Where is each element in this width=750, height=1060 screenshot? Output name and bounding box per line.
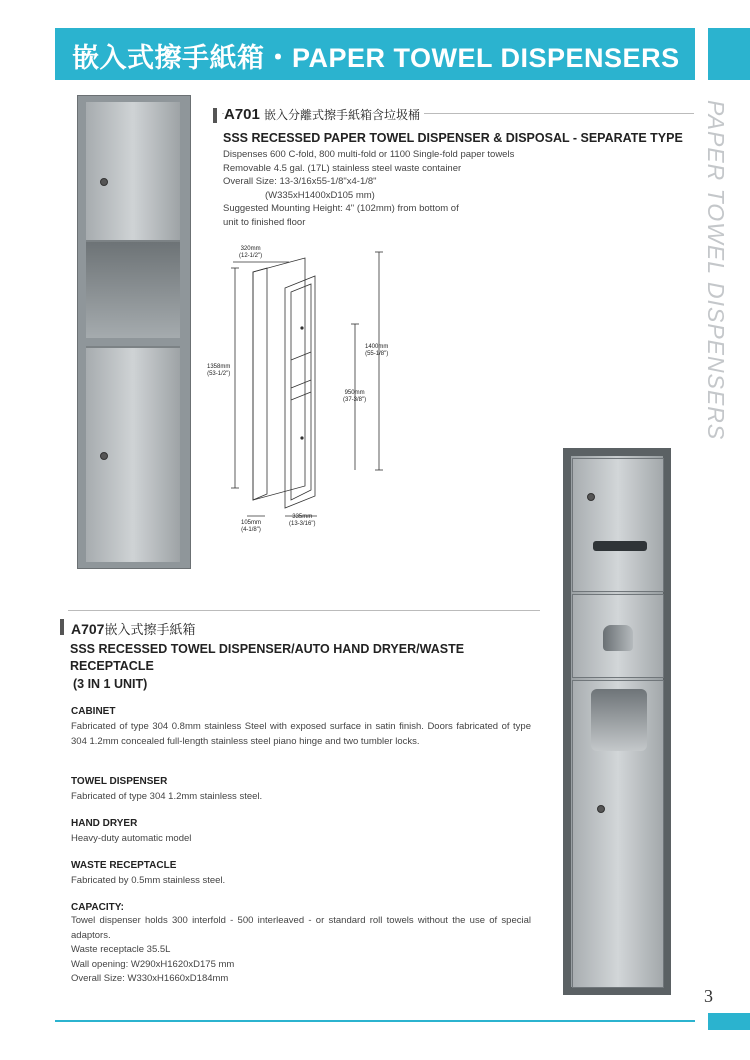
section-heading-hand-dryer: HAND DRYER (71, 818, 138, 829)
a701-upper-door (86, 102, 180, 242)
a701-marker (213, 108, 217, 123)
a701-towel-opening (86, 242, 180, 338)
a707-title: SSS RECESSED TOWEL DISPENSER/AUTO HAND DRYER/WASTE RECEPTACLE (70, 642, 465, 673)
dim-width-bottom: 335mm (13-3/16") (289, 514, 316, 527)
capacity-line: Towel dispenser holds 300 interfold - 500 interleaved - or standard roll towels without the use of special adaptors. (71, 915, 531, 941)
drawing-side (253, 268, 267, 500)
dim-depth: 105mm (4-1/8") (241, 520, 262, 533)
section-heading-waste-receptacle: WASTE RECEPTACLE (71, 860, 177, 871)
spec-line: (W335xH1400xD105 mm) (265, 189, 375, 201)
section-heading-capacity: CAPACITY: (71, 902, 124, 913)
section-text-waste-receptacle: Fabricated by 0.5mm stainless steel. (71, 875, 226, 886)
section-text-hand-dryer: Heavy-duty automatic model (71, 833, 192, 844)
dim-height-right: 1400mm (55-1/8") (365, 344, 389, 357)
a707-code: A707 (71, 621, 105, 637)
dim-height-left: 1358mm (53-1/2") (207, 364, 231, 377)
page-number: 3 (704, 986, 713, 1006)
a701-code: A701 (224, 106, 260, 123)
lock-icon (597, 805, 605, 813)
towel-slot (593, 541, 647, 551)
a707-heading (71, 619, 195, 638)
a701-heading (224, 106, 424, 123)
a701-product-image (77, 95, 191, 569)
capacity-line: Wall opening: W290xH1620xD175 mm (71, 958, 235, 970)
a707-divider (68, 610, 540, 611)
a707-towel-panel (572, 458, 664, 592)
page-title: 嵌入式擦手紙箱・PAPER TOWEL DISPENSERS (72, 43, 680, 73)
section-heading-towel-dispenser: TOWEL DISPENSER (71, 776, 168, 787)
capacity-line: Waste receptacle 35.5L (71, 944, 171, 955)
capacity-text (71, 914, 531, 987)
section-heading-cabinet: CABINET (71, 706, 116, 717)
side-label: PAPER TOWEL DISPENSERS (703, 100, 729, 441)
drawing-svg (205, 238, 395, 538)
lock-icon (300, 326, 303, 329)
a701-specs (223, 148, 514, 229)
drawing-door-line (291, 352, 311, 360)
spec-line: Removable 4.5 gal. (17L) stainless steel waste container (223, 162, 462, 174)
drawing-front-inner (291, 284, 311, 500)
spec-line: Dispenses 600 C-fold, 800 multi-fold or 1100 Single-fold paper towels (223, 149, 515, 160)
a701-title: SSS RECESSED PAPER TOWEL DISPENSER & DISPOSAL - SEPARATE TYPE (223, 131, 683, 145)
spec-line: unit to finished floor (223, 216, 306, 228)
lock-icon (100, 178, 108, 186)
capacity-line: Overall Size: W330xH1660xD184mm (71, 973, 229, 984)
a707-product-image (563, 448, 671, 995)
lock-icon (587, 493, 595, 501)
a707-subtitle: (3 IN 1 UNIT) (73, 677, 148, 691)
footer-bar (55, 1020, 695, 1022)
spec-line: Suggested Mounting Height: 4" (102mm) from bottom of (223, 203, 459, 214)
lock-icon (300, 436, 303, 439)
hand-dryer-icon (603, 625, 633, 651)
spec-line: Overall Size: 13-3/16x55-1/8"x4-1/8" (223, 176, 377, 187)
dim-mid: 950mm (37-3/8") (343, 390, 367, 403)
a707-name-cn: 嵌入式擦手紙箱 (104, 622, 196, 637)
dim-width-top: 320mm (12-1/2") (239, 246, 263, 259)
drawing-back-box (253, 258, 305, 500)
a701-name-cn: 嵌入分離式擦手紙箱含垃圾桶 (264, 108, 421, 122)
a707-marker (60, 619, 64, 635)
drawing-door-line (291, 392, 311, 400)
section-text-towel-dispenser: Fabricated of type 304 1.2mm stainless steel. (71, 791, 263, 802)
section-text-cabinet: Fabricated of type 304 0.8mm stainless Steel with exposed surface in satin finish. Doors fabricated of type 304 1.2mm concealed full-length stainless steel piano hinge and two tumbler locks. (71, 721, 531, 747)
side-tab (708, 28, 750, 80)
lock-icon (100, 452, 108, 460)
footer-tab (708, 1013, 750, 1030)
a707-waste-panel (572, 680, 664, 988)
a707-dryer-panel (572, 594, 664, 678)
a701-dimension-drawing (205, 238, 395, 538)
drawing-door-line (291, 380, 311, 388)
a701-lower-door (86, 346, 180, 562)
waste-opening (591, 689, 647, 751)
